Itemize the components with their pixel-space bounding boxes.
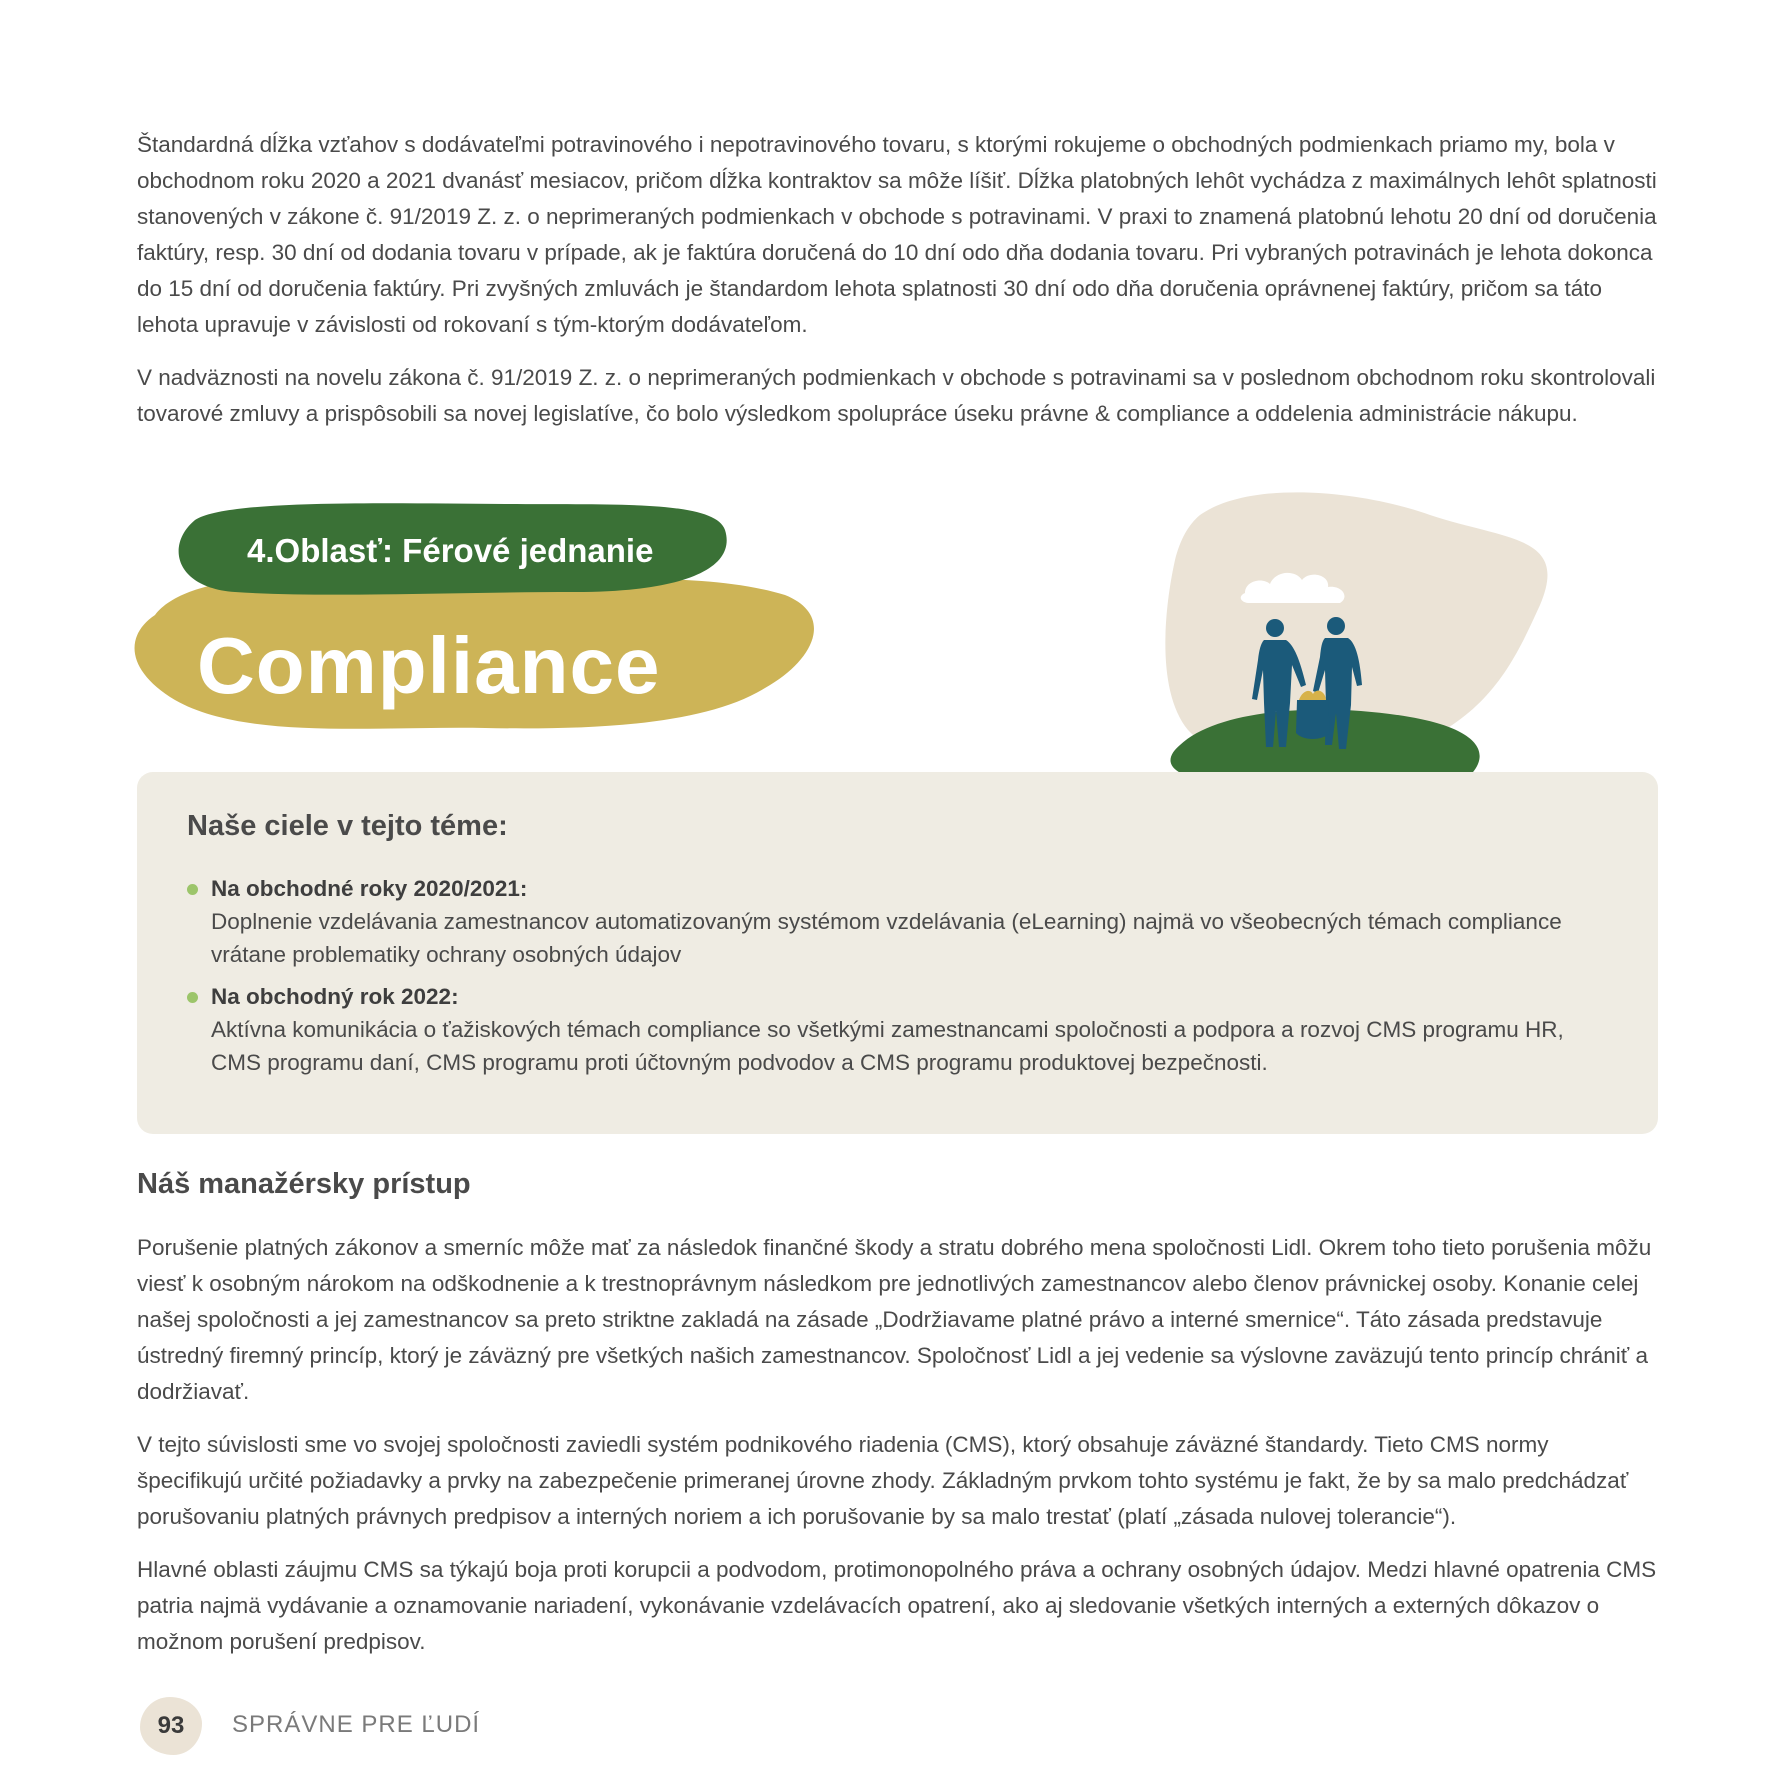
goal-item [187, 980, 1607, 1079]
approach-paragraph: Porušenie platných zákonov a smerníc môže mať za následok finančné škody a stratu dobrého mena spoločnosti Lidl. Okrem toho tieto porušenia môžu viesť k osobným nárokom na odškodnenie a k trestnoprávnym následkom pre jednotlivých zamestnancov alebo členov právnickej osoby. Konanie celej našej spoločnosti a jej zamestnancov sa preto striktne zakladá na zásade „Dodržiavame platné právo a interné smernice“. Táto zásada predstavuje ústredný firemný princíp, ktorý je záväzný pre všetkých našich zamestnancov. Spoločnosť Lidl a jej vedenie sa výslovne zaväzujú tento princíp chrániť a dodržiavať. [137, 1235, 1652, 1404]
bullet-icon [187, 884, 198, 895]
intro-paragraph: Štandardná dĺžka vzťahov s dodávateľmi potravinového i nepotravinového tovaru, s ktorými rokujeme o obchodných podmienkach priamo my, bola v obchodnom roku 2020 a 2021 dvanásť mesiacov, pričom dĺžka kontraktov sa môže líšiť. Dĺžka platobných lehôt vychádza z maximálnych lehôt splatnosti stanovených v zákone č. 91/2019 Z. z. o neprimeraných podmienkach v obchode s potravinami. V praxi to znamená platobnú lehotu 20 dní od doručenia faktúry, resp. 30 dní od dodania tovaru v prípade, ak je faktúra doručená do 10 dní odo dňa dodania tovaru. Pri vybraných potravinách je lehota dokonca do 15 dní od doručenia faktúry. Pri zvyšných zmluvách je štandardom lehota splatnosti 30 dní odo dňa doručenia oprávnenej faktúry, pričom sa táto lehota upravuje v závislosti od rokovaní s tým-ktorým dodávateľom. [137, 132, 1657, 337]
goal-label: Na obchodné roky 2020/2021: [211, 876, 528, 901]
goals-title: Naše ciele v tejto téme: [187, 810, 508, 842]
footer-section-title: SPRÁVNE PRE ĽUDÍ [232, 1711, 481, 1738]
goal-text: Doplnenie vzdelávania zamestnancov automatizovaným systémom vzdelávania (eLearning) najmä vo všeobecných témach compliance vrátane problematiky ochrany osobných údajov [211, 909, 1562, 967]
approach-paragraph: V tejto súvislosti sme vo svojej spoločnosti zaviedli systém podnikového riadenia (CMS), ktorý obsahuje záväzné štandardy. Tieto CMS normy špecifikujú určité požiadavky a prvky na zabezpečenie primeranej úrovne zhody. Základným prvkom tohto systému je fakt, že by sa malo predchádzať porušovaniu platných právnych predpisov a interných noriem a ich porušovanie by sa malo trestať (platí „zásada nulovej tolerancie“). [137, 1432, 1629, 1529]
shopping-bag-icon [1296, 700, 1330, 739]
goal-label: Na obchodný rok 2022: [211, 984, 459, 1009]
intro-paragraph: V nadväznosti na novelu zákona č. 91/2019 Z. z. o neprimeraných podmienkach v obchode s potravinami sa v poslednom obchodnom roku skontrolovali tovarové zmluvy a prispôsobili sa novej legislatíve, čo bolo výsledkom spolupráce úseku právne & compliance a oddelenia administrácie nákupu. [137, 365, 1656, 426]
goal-item [187, 872, 1607, 971]
area-title: 4.Oblasť: Férové jednanie [247, 532, 654, 569]
section-heading [125, 500, 825, 740]
goal-text: Aktívna komunikácia o ťažiskových témach compliance so všetkými zamestnancami spoločnosti a podpora a rozvoj CMS programu HR, CMS programu daní, CMS programu proti účtovným podvodov a CMS programu produktovej bezpečnosti. [211, 1017, 1564, 1075]
approach-paragraph: Hlavné oblasti záujmu CMS sa týkajú boja proti korupcii a podvodom, protimonopolného práva a ochrany osobných údajov. Medzi hlavné opatrenia CMS patria najmä vydávanie a oznamovanie nariadení, vykonávanie vzdelávacích opatrení, ako aj sledovanie všetkých interných a externých dôkazov o možnom porušení predpisov. [137, 1557, 1657, 1654]
goals-box [137, 772, 1658, 1134]
page-number: 93 [157, 1712, 185, 1739]
bullet-icon [187, 992, 198, 1003]
approach-text [137, 1230, 1657, 1677]
approach-title: Náš manažérsky prístup [137, 1168, 471, 1200]
page-title: Compliance [197, 621, 661, 710]
intro-text [137, 127, 1657, 449]
